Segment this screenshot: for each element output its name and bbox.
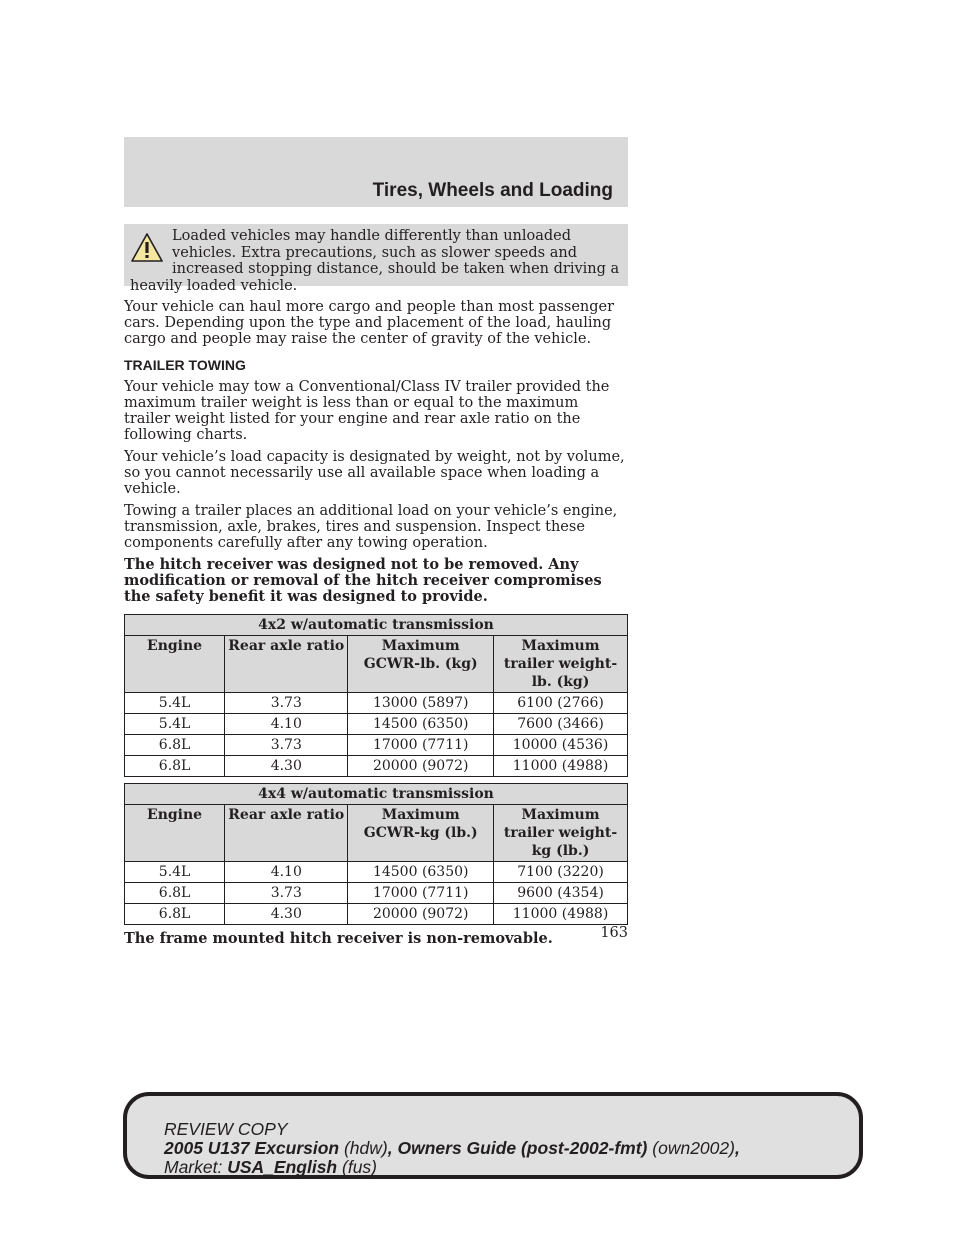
market-code: (fus)	[342, 1157, 377, 1177]
column-header: Maximum trailer weight-kg (lb.)	[494, 805, 628, 862]
table-row	[125, 735, 628, 756]
warning-triangle-icon	[130, 232, 164, 264]
table-cell: 4.30	[225, 904, 348, 925]
table-cell: 20000 (9072)	[348, 756, 494, 777]
model-name: 2005 U137 Excursion	[164, 1138, 340, 1158]
table-row	[125, 693, 628, 714]
page-content	[124, 299, 628, 953]
review-copy-label: REVIEW COPY	[164, 1119, 288, 1139]
table-cell: 6100 (2766)	[494, 693, 628, 714]
table-cell: 13000 (5897)	[348, 693, 494, 714]
column-header: Maximum GCWR-lb. (kg)	[348, 636, 494, 693]
market-name: USA_English	[227, 1157, 338, 1177]
table-cell: 14500 (6350)	[348, 862, 494, 883]
warning-text: Loaded vehicles may handle differently than unloaded vehicles. Extra precautions, such as slower speeds and increased stopping distance, should be taken when driving a heavily loaded vehicle.	[130, 228, 620, 294]
market-label: Market:	[164, 1157, 223, 1177]
towing-table-4x4	[124, 783, 628, 925]
column-header: Engine	[125, 636, 225, 693]
column-header: Rear axle ratio	[225, 636, 348, 693]
towing-paragraph-2: Your vehicle’s load capacity is designated by weight, not by volume, so you cannot necessarily use all available space when loading a vehicle.	[124, 449, 625, 497]
towing-paragraph-3: Towing a trailer places an additional load on your vehicle’s engine, transmission, axle, brakes, tires and suspension. Inspect these components carefully after any towing operation.	[124, 503, 618, 551]
table-title: 4x4 w/automatic transmission	[125, 784, 628, 805]
table-cell: 3.73	[225, 693, 348, 714]
section-title: Tires, Wheels and Loading	[372, 180, 613, 201]
table-cell: 17000 (7711)	[348, 883, 494, 904]
table-cell: 5.4L	[125, 693, 225, 714]
table-cell: 6.8L	[125, 904, 225, 925]
table-cell: 10000 (4536)	[494, 735, 628, 756]
table-cell: 9600 (4354)	[494, 883, 628, 904]
document-identifier-line: 2005 U137 Excursion (hdw), Owners Guide (post-2002-fmt) (own2002),	[164, 1138, 740, 1158]
table-cell: 6.8L	[125, 883, 225, 904]
table-row	[125, 904, 628, 925]
table-cell: 11000 (4988)	[494, 756, 628, 777]
table-cell: 7600 (3466)	[494, 714, 628, 735]
column-header: Maximum GCWR-kg (lb.)	[348, 805, 494, 862]
column-header: Engine	[125, 805, 225, 862]
table-cell: 5.4L	[125, 862, 225, 883]
table-cell: 3.73	[225, 735, 348, 756]
intro-paragraph: Your vehicle can haul more cargo and people than most passenger cars. Depending upon the type and placement of the load, hauling cargo and people may raise the center of gravity of the vehicle.	[124, 299, 615, 347]
table-cell: 11000 (4988)	[494, 904, 628, 925]
review-copy-box	[123, 1092, 863, 1179]
model-code: (hdw)	[343, 1138, 388, 1158]
table-cell: 4.30	[225, 756, 348, 777]
table-row	[125, 756, 628, 777]
page-number: 163	[600, 925, 628, 941]
table-row	[125, 883, 628, 904]
guide-name: Owners Guide (post-2002-fmt)	[397, 1138, 648, 1158]
table-cell: 3.73	[225, 883, 348, 904]
trailer-towing-heading: TRAILER TOWING	[124, 357, 246, 373]
market-line	[164, 1158, 859, 1177]
hitch-warning-note: The hitch receiver was designed not to be removed. Any modification or removal of the hitch receiver compromises the safety benefit it was designed to provide.	[124, 556, 602, 605]
table-cell: 7100 (3220)	[494, 862, 628, 883]
column-header: Maximum trailer weight-lb. (kg)	[494, 636, 628, 693]
table-row	[125, 862, 628, 883]
table-title: 4x2 w/automatic transmission	[125, 615, 628, 636]
table-cell: 4.10	[225, 714, 348, 735]
table-cell: 5.4L	[125, 714, 225, 735]
table-cell: 6.8L	[125, 756, 225, 777]
table-cell: 6.8L	[125, 735, 225, 756]
frame-hitch-note: The frame mounted hitch receiver is non-removable.	[124, 930, 553, 947]
towing-table-4x2	[124, 614, 628, 777]
table-cell: 4.10	[225, 862, 348, 883]
table-cell: 14500 (6350)	[348, 714, 494, 735]
table-cell: 20000 (9072)	[348, 904, 494, 925]
warning-box	[124, 224, 628, 294]
table-cell: 17000 (7711)	[348, 735, 494, 756]
guide-code: (own2002)	[652, 1138, 735, 1158]
section-header-band	[124, 137, 628, 207]
column-header: Rear axle ratio	[225, 805, 348, 862]
table-row	[125, 714, 628, 735]
towing-paragraph-1: Your vehicle may tow a Conventional/Class IV trailer provided the maximum trailer weight is less than or equal to the maximum trailer weight listed for your engine and rear axle ratio on the following charts.	[124, 379, 610, 443]
